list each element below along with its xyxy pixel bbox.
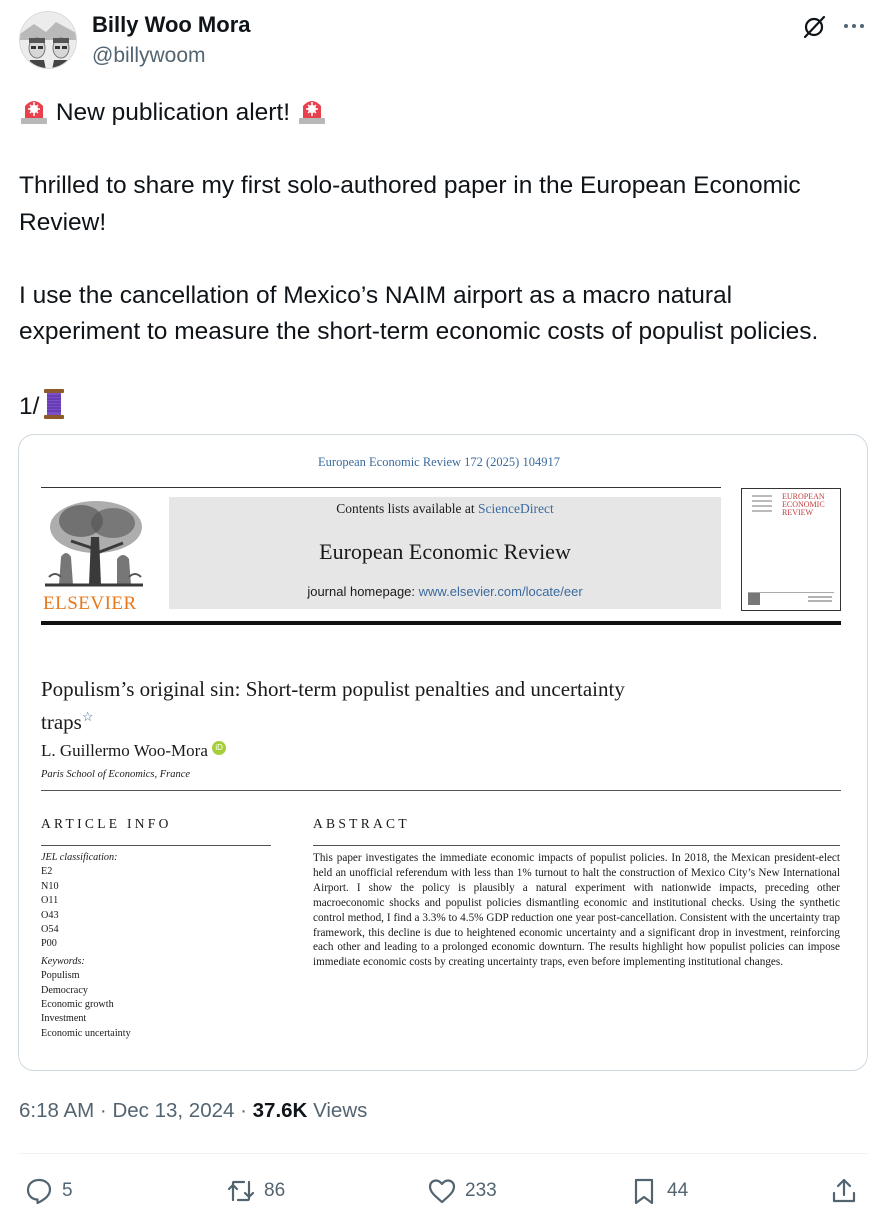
author-handle[interactable]: @billywoom [92,44,206,67]
contents-prefix: Contents lists available at [336,501,475,516]
reply-button[interactable] [24,1174,73,1208]
more-dots-icon[interactable] [840,12,868,40]
bookmark-icon [629,1176,659,1206]
cover-text-lines [752,495,772,515]
paper-first-page [19,435,868,1071]
homepage-url: www.elsevier.com/locate/eer [418,584,583,599]
author-name[interactable]: Billy Woo Mora [92,12,251,37]
share-button[interactable] [829,1174,859,1208]
tweet-line-alert [19,94,859,132]
sciencedirect-link: ScienceDirect [478,501,554,516]
tweet-meta [19,1099,367,1123]
keyword: Populism [41,970,80,982]
keyword: Economic uncertainty [41,1027,131,1039]
banner-rule [41,621,841,625]
meta-separator: · [99,1099,107,1122]
elsevier-tree-logo-icon [41,497,147,593]
journal-homepage [169,584,721,599]
jel-code: O43 [41,909,59,921]
divider [19,1153,868,1154]
like-button[interactable] [427,1174,497,1208]
abstract-heading: ABSTRACT [313,816,410,831]
abstract-rule [313,845,840,846]
publisher-wordmark: ELSEVIER [43,593,137,614]
paper-author-name: L. Guillermo Woo-Mora [41,741,208,760]
bookmark-button[interactable] [629,1174,688,1208]
abstract-text: This paper investigates the immediate economic impacts of populist policies. In 2018, the Mexican president-elect held an unofficial referendum with less than 1% turnout to halt the construction of Mexico City’s New International Airport. I show the policy is plausibly a natural experiment with nationwide impacts, preceding other macroeconomic shocks and populist policies dismantling economic and institutional checks. Using the synthetic control method, I find a 3.3% to 4.5% GDP reduction one year post-cancellation. Consistent with the uncertainty trap framework, this decline is due to heightened economic uncertainty and a significant drop in investment, reinforcing each other and leading to a prolonged economic downturn. The results highlight how populist policies can impose immediate economic costs by creating uncertainty traps, even before implementing institutional changes. [313,852,840,969]
orcid-icon: iD [212,741,226,755]
views-label: Views [313,1099,368,1122]
cover-footer [748,592,834,606]
share-icon [829,1176,859,1206]
alert-text: New publication alert! [55,99,291,126]
keyword: Investment [41,1013,87,1025]
contents-line [169,501,721,517]
jel-code: N10 [41,880,59,892]
keywords-label: Keywords: [41,955,85,967]
thread-spool-emoji-icon [39,387,69,421]
paper-author [41,741,226,761]
paper-affiliation: Paris School of Economics, France [41,769,191,780]
tweet-line-thrilled: Thrilled to share my first solo-authored paper in the European Economic Review! [19,172,801,236]
tweet-time[interactable]: 6:18 AM [19,1099,95,1122]
affiliation-rule [41,790,841,791]
cover-title: EUROPEAN ECONOMIC REVIEW [782,492,825,517]
views-count[interactable]: 37.6K [252,1099,308,1122]
tweet-line-experiment: I use the cancellation of Mexico’s NAIM airport as a macro natural experiment to measure the short-term economic costs of populist policies. [19,281,819,345]
bookmark-count: 44 [667,1180,689,1201]
tweet-line-thread [19,387,859,426]
jel-code: P00 [41,938,57,950]
article-info-rule [41,845,271,846]
meta-separator: · [240,1099,247,1122]
attached-image[interactable] [18,434,868,1071]
grok-icon[interactable] [800,13,828,41]
keyword: Economic growth [41,999,114,1011]
journal-title: European Economic Review [319,539,571,564]
keyword: Democracy [41,984,88,996]
tweet-date[interactable]: Dec 13, 2024 [112,1099,235,1122]
tweet-text [19,94,859,426]
repost-button[interactable] [226,1174,285,1208]
thread-number: 1/ [19,393,40,420]
jel-code: O11 [41,895,59,907]
jel-code: O54 [41,924,59,936]
jel-label: JEL classification: [41,852,118,863]
paper-title-text: Populism’s original sin: Short-term populist penalties and uncertainty traps [41,677,625,734]
article-info-heading: ARTICLE INFO [41,816,172,831]
homepage-prefix: journal homepage: [307,584,416,599]
journal-banner [169,497,721,609]
heart-icon [427,1176,457,1206]
header-rule [41,487,721,488]
avatar[interactable] [19,11,77,69]
journal-cover-thumbnail [741,488,841,611]
repost-count: 86 [264,1180,286,1201]
police-light-emoji-icon [297,94,327,126]
reply-count: 5 [62,1180,73,1201]
journal-citation: European Economic Review 172 (2025) 104917 [318,455,560,469]
like-count: 233 [465,1180,497,1201]
article-info [41,851,271,1041]
police-light-emoji-icon [19,94,49,126]
paper-title [41,675,661,736]
repost-icon [226,1176,256,1206]
jel-code: E2 [41,866,53,878]
title-footnote-mark: ☆ [81,709,94,724]
reply-icon [24,1176,54,1206]
